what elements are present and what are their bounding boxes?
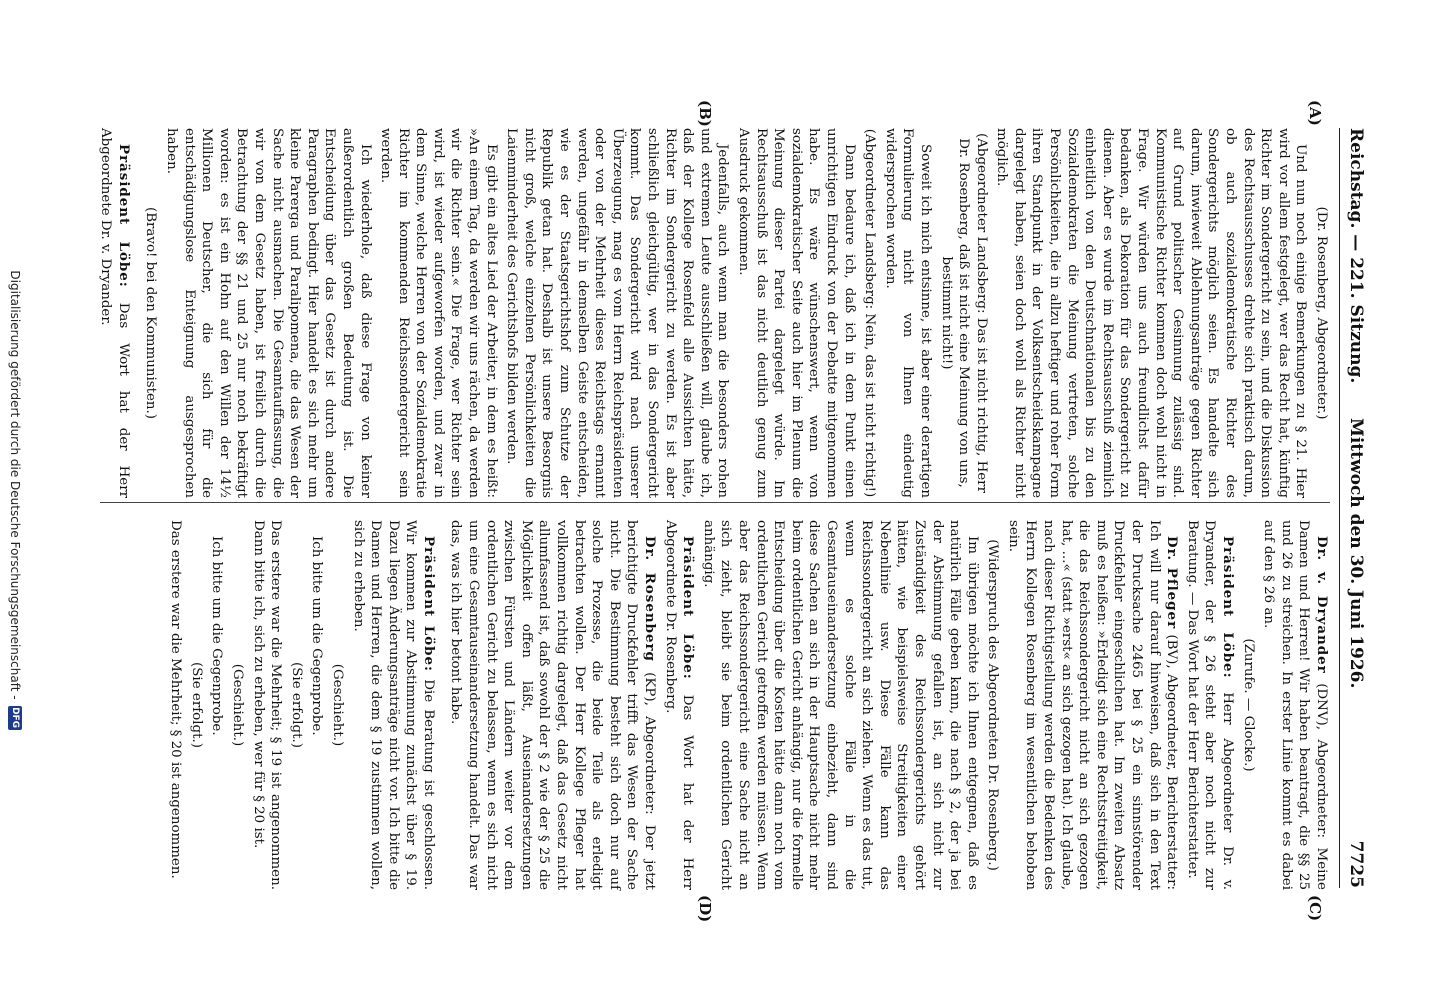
- paragraph: [167, 520, 185, 890]
- paragraph-text: (Geschieht.): [329, 663, 345, 747]
- paragraph-text: Das erstere war die Mehrheit; § 20 ist angenommen.: [168, 520, 184, 879]
- paragraph-text: Das Wort hat der Herr Abgeordnete Dr. v. Dryander.: [98, 128, 131, 498]
- speaker-name: Präsident Löbe:: [115, 144, 132, 288]
- header-left: Reichstag. — 221. Sitzung.: [1346, 128, 1366, 384]
- paragraph-text: (Sie erfolgt.): [188, 662, 204, 748]
- paragraph: [699, 520, 981, 890]
- paragraph-text: (Abgeordneter Landsberg: Nein, das ist nicht richtig!): [862, 128, 878, 498]
- paragraph: [447, 520, 658, 890]
- footer-text: Digitalisierung gefördert durch die Deutsche Forschungsgemeinschaft -: [8, 270, 22, 700]
- paragraph-text: Und nun noch einige Bemerkungen zu § 21. Hier wird vor allem festgelegt, wer das Recht hat, künftig Richter im Sondergericht zu sein, und die Diskussion des Rechtsausschusses drehte sich praktisch darum, ob auch sozialdemokratische Richter des Sondergerichts möglich seien. Es handelte sich darum, inwieweit Ablehnungsanträge gegen Richter auf Grund politischer Gesinnung zulässig sind. Kommunistische Richter kommen doch wohl nicht in Frage. Wir würden uns auch freundlichst dafür bedanken, als Dekoration für das Sondergericht zu dienen. Aber es wurde im Rechtsausschuß ziemlich einheitlich von den Deutschnationalen bis zu den Sozialdemokraten die Meinung vertreten, solche Persönlichkeiten, die in allzu heftiger und roher Form ihren Standpunkt in der Volksentscheidskampagne dargelegt haben, seien doch wohl als Richter nicht möglich.: [994, 128, 1309, 498]
- left-column: [100, 128, 1330, 498]
- paragraph: [97, 128, 132, 498]
- paragraph: [503, 128, 732, 498]
- paragraph: [287, 520, 305, 890]
- paragraph-text: Das Wort hat der Herr Abgeordnete Dr. Rosenberg.: [662, 520, 696, 890]
- paragraph: [187, 520, 205, 890]
- column-divider: [100, 502, 1330, 503]
- paragraph: [734, 128, 857, 498]
- page-number: 7725: [1346, 840, 1366, 888]
- paragraph: [881, 128, 934, 498]
- paragraph: [993, 128, 1310, 498]
- speaker-name: Präsident Löbe:: [680, 536, 697, 680]
- paragraph-text: Die Beratung ist geschlossen. Wir kommen zur Abstimmung zunächst über § 19. Dazu liegen Änderungsanträge nicht vor. Ich bitte die Damen und Herren, die dem § 19 zustimmen wollen, sich zu erheben.: [350, 520, 436, 890]
- paragraph-text: (BV), Abgeordneter, Berichterstatter: Ich will nur darauf hinweisen, daß sich in den Text der Drucksache 2465 bei § 25 ein sinnstörender Druckfehler eingeschlichen hat. Im zweiten Absatz muß es heißen: »Erledigt sich eine Rechtsstreitigkeit, die das Reichssondergericht nicht an sich gezogen hat, ...« (statt »erst« an sich gezogen hat). Ich glaube, nach dieser Richtigstellung werden die Bedenken des Herrn Kollegen Rosenberg im wesentlichen behoben sein.: [1005, 520, 1180, 890]
- margin-letter-b: (B): [696, 100, 714, 127]
- speaker-name: Dr. v. Dryander: [1314, 536, 1330, 674]
- page-footer: [4, 0, 26, 1000]
- speaker-name: Dr. Rosenberg: [642, 536, 659, 662]
- paragraph-text: (Bravo! bei den Kommunisten.): [143, 206, 159, 420]
- paragraph-text: (Abgeordneter Landsberg: Das ist nicht richtig, Herr Dr. Rosenberg, daß ist nicht eine Meinung von uns, bestimmt nicht!): [938, 133, 989, 493]
- paragraph-text: Im übrigen möchte ich Ihnen entgegnen, daß es natürlich Fälle geben kann, die nach § 2, der ja bei der Abstimmung gefallen ist, an sich nicht zur Zuständigkeit des Reichssondergerichts gehört hätten, wie beispielsweise Streitigkeiten einer Nebenlinie usw. Diese Fälle kann das Reichssondergericht an sich ziehen. Wenn es das tut, wenn es solche Fälle in die Gesamtauseinandersetzung einbezieht, dann sind diese Sachen an sich in der Hauptsache nicht mehr beim ordentlichen Gericht anhängig, nur die formelle Entscheidung über die Kosten hätte dann noch vom ordentlichen Gericht getroffen werden müssen. Wenn aber das Reichssondergericht eine Sache nicht an sich zieht, bleibt sie beim ordentlichen Gericht anhängig.: [700, 520, 980, 890]
- paragraph: [1183, 520, 1236, 890]
- paragraph-text: Das erstere war die Mehrheit; § 19 ist angenommen. Dann bitte ich, sich zu erheben, wer für § 20 ist.: [250, 520, 284, 890]
- paragraph: [208, 520, 226, 890]
- paragraph: [861, 128, 879, 498]
- paragraph-text: Herr Abgeordneter Dr. v. Dryander, der § 26 steht aber noch nicht zur Beratung. — Das Wort hat der Herr Berichterstatter.: [1184, 520, 1236, 890]
- paragraph-text: (Dr. Rosenberg, Abgeordneter.): [1314, 206, 1329, 420]
- paragraph-text: (Geschieht.): [229, 663, 245, 747]
- margin-letter-d: (D): [696, 895, 714, 923]
- paragraph-text: Ich wiederhole, daß diese Frage von keiner außerordentlich großen Bedeutung ist. Die Entscheidung über das Gesetz ist durch andere Paragraphen bedingt. Hier handelt es sich mehr um kleine Parerga und Paralipomena, die das Wesen der Sache nicht ausmachen. Die Gesamtauffassung, die wir von dem Gesetz haben, ist freilich durch die Betrachtung der §§ 21 und 25 nur noch bekräftigt worden: es ist ein Hohn auf den Willen der 14½ Millionen Deutscher, die sich für die entschädigungslose Enteignung ausgesprochen haben.: [164, 128, 373, 498]
- right-column: [100, 520, 1330, 890]
- paragraph-text: (KP), Abgeordneter: Der jetzt berichtigte Druckfehler trifft das Wesen der Sache nicht. Die Bestimmung besteht sich doch nur auf solche Prozesse, die beide Teile als erledigt betrachten wollen. Der Herr Kollege Pfleger hat vollkommen richtig dargelegt, daß das Gesetz nicht allumfassend ist, daß sowohl der § 2 wie der § 25 die Möglichkeit offen läßt, Auseinandersetzungen zwischen Fürsten und Ländern weiter vor dem ordentlichen Gericht zu belassen, wenn es sich nicht um eine Gesamtauseinandersetzung handelt. Das war das, was ich hier betont habe.: [448, 520, 658, 891]
- paragraph-text: (Widerspruch des Abgeordneten Dr. Rosenberg.): [985, 539, 1001, 871]
- paragraph-text: (DNV), Abgeordneter: Meine Damen und Herren! Wir haben beantragt, die §§ 25 und 26 zu streichen. In erster Linie kommt es dabei auf den § 26 an.: [1261, 520, 1329, 890]
- margin-letter-c: (C): [1306, 895, 1324, 922]
- dfg-logo: DFG: [10, 707, 20, 729]
- paragraph: [1260, 520, 1330, 890]
- paragraph: [661, 520, 696, 890]
- margin-letter-a: (A): [1306, 100, 1324, 126]
- paragraph: [328, 520, 346, 890]
- paragraph: [1312, 128, 1330, 498]
- paragraph: [142, 128, 160, 498]
- paragraph: [228, 520, 246, 890]
- paragraph: [349, 520, 437, 890]
- paragraph: [1004, 520, 1180, 890]
- paragraph-text: (Sie erfolgt.): [288, 662, 304, 748]
- paragraph-text: Ich bitte um die Gegenprobe.: [209, 536, 225, 736]
- paragraph-text: Es gibt ein altes Lied der Arbeiter, in dem es heißt: »An einem Tag, da werden wir uns rächen, da werden wir die Richter sein.« Die Frage, wer Richter sein wird, ist wieder aufgeworfen worden, und zwar in dem Sinne, welche Herren von der Sozialdemokratie Richter im kommenden Reichssondergericht sein werden.: [378, 128, 499, 498]
- paragraph: [377, 128, 500, 498]
- paragraph-text: Ich bitte um die Gegenprobe.: [309, 536, 325, 736]
- speaker-name: Präsident Löbe:: [1220, 536, 1237, 679]
- paragraph-text: Jedenfalls, auch wenn man die besonders rohen und extremen Leute ausschließen will, glaube ich, daß der Kollege Rosenfeld alle Aussichten hätte, Richter im Sondergericht zu werden. Es ist aber schließlich gleichgültig, wer in das Sondergericht kommt. Das Sondergericht wird nach unserer Überzeugung, mag es vom Herrn Reichspräsidenten oder von der Mehrheit dieses Reichstags ernannt werden, ungefähr in demselben Geiste entscheiden, wie es der Staatsgerichtshof zum Schutze der Republik getan hat. Deshalb ist unsere Besorgnis nicht groß, welche einzelnen Persönlichkeiten die Laienminderheit des Gerichtshofs bilden werden.: [504, 128, 731, 498]
- page-header: [1339, 128, 1368, 888]
- header-date: Mittwoch den 30. Juni 1926.: [1346, 418, 1366, 689]
- speaker-name: Dr. Pfleger: [1164, 536, 1181, 630]
- paragraph: [937, 128, 990, 498]
- speaker-name: Präsident Löbe:: [420, 536, 437, 672]
- paragraph: [984, 520, 1002, 890]
- paragraph: [308, 520, 326, 890]
- paragraph: [162, 128, 373, 498]
- paragraph: [249, 520, 284, 890]
- paragraph-text: (Zurufe. — Glocke.): [1240, 638, 1256, 772]
- paragraph-text: Soweit ich mich entsinne, ist aber einer derartigen Formulierung nicht von Ihnen eindeutig widersprochen worden.: [882, 128, 933, 498]
- paragraph-text: Dann bedaure ich, daß ich in dem Punkt einen unrichtigen Eindruck von der Debatte mitgenommen habe. Es wäre wünschenswert, wenn von sozialdemokratischer Seite auch hier im Plenum die Meinung dieser Partei dargelegt würde. Im Rechtsausschuß ist das nicht deutlich genug zum Ausdruck gekommen.: [736, 128, 857, 498]
- paragraph: [1239, 520, 1257, 890]
